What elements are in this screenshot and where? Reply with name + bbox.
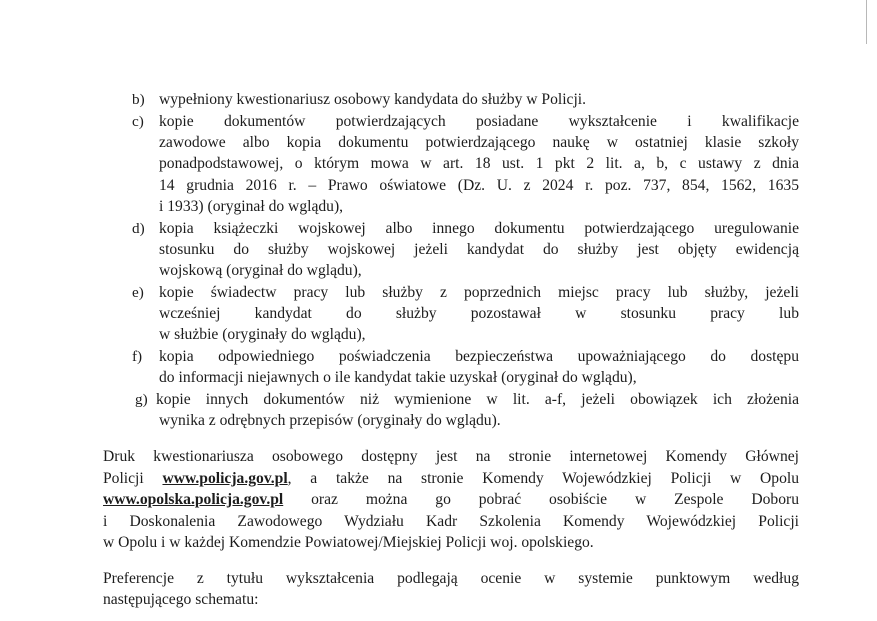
paragraph-1-text-komenda: , a także na stronie Komendy Wojewódzkiej Policji w Opolu bbox=[287, 470, 800, 487]
item-c-line-5: i 1933) (oryginał do wglądu), bbox=[159, 198, 344, 215]
paragraph-1-line-4: i Doskonalenia Zawodowego Wydziału Kadr Szkolenia Komendy Wojewódzkiej Policji bbox=[103, 513, 799, 530]
item-e-line-2: wcześniej kandydat do służby pozostawał w stosunku pracy lub bbox=[159, 305, 799, 322]
paragraph-1-line-3 bbox=[103, 490, 799, 510]
item-f-line-2: do informacji niejawnych o ile kandydat takie uzyskał (oryginał do wglądu), bbox=[159, 369, 637, 386]
item-c-line-4: 14 grudnia 2016 r. – Prawo oświatowe (Dz. U. z 2024 r. poz. 737, 854, 1562, 1635 bbox=[159, 177, 799, 194]
policja-gov-link[interactable]: www.policja.gov.pl bbox=[162, 470, 288, 487]
item-b-line-1: wypełniony kwestionariusz osobowy kandydata do służby w Policji. bbox=[159, 91, 587, 108]
paragraph-1-text-zespol: oraz można go pobrać osobiście w Zespole Doboru bbox=[283, 491, 799, 508]
paragraph-2-line-1: Preferencje z tytułu wykształcenia podlegają ocenie w systemie punktowym według bbox=[103, 570, 799, 587]
item-f-line-1: kopia odpowiedniego poświadczenia bezpieczeństwa upoważniającego do dostępu bbox=[159, 348, 799, 365]
paragraph-1-text-policji: Policji bbox=[103, 470, 163, 487]
item-d-line-1: kopia książeczki wojskowej albo innego dokumentu potwierdzającego uregulowanie bbox=[159, 220, 799, 237]
item-c-line-3: ponadpodstawowej, o którym mowa w art. 18 ust. 1 pkt 2 lit. a, b, c ustawy z dnia bbox=[159, 155, 799, 172]
paragraph-1-line-5: w Opolu i w każdej Komendzie Powiatowej/Miejskiej Policji woj. opolskiego. bbox=[103, 534, 594, 551]
item-c-line-2: zawodowe albo kopia dokumentu potwierdzającego naukę w ostatniej klasie szkoły bbox=[159, 134, 799, 151]
item-e-line-3: w służbie (oryginały do wglądu), bbox=[159, 326, 366, 343]
item-d-line-2: stosunku do służby wojskowej jeżeli kandydat do służby jest objęty ewidencją bbox=[159, 241, 799, 258]
list-marker-d: d) bbox=[132, 220, 145, 237]
item-d-line-3: wojskową (oryginał do wglądu), bbox=[159, 262, 362, 279]
list-marker-e: e) bbox=[132, 284, 144, 301]
opolska-policja-link[interactable]: www.opolska.policja.gov.pl bbox=[103, 491, 284, 508]
paragraph-1-line-1: Druk kwestionariusza osobowego dostępny jest na stronie internetowej Komendy Głównej bbox=[103, 448, 799, 465]
list-marker-f: f) bbox=[132, 348, 143, 365]
item-c-line-1: kopie dokumentów potwierdzających posiadane wykształcenie i kwalifikacje bbox=[159, 113, 799, 130]
list-marker-b: b) bbox=[132, 91, 145, 108]
list-marker-c: c) bbox=[132, 113, 144, 130]
item-e-line-1: kopie świadectw pracy lub służby z poprzednich miejsc pracy lub służby, jeżeli bbox=[159, 284, 799, 301]
list-marker-g: g) bbox=[135, 391, 148, 408]
item-g-line-2: wynika z odrębnych przepisów (oryginały do wglądu). bbox=[159, 412, 501, 429]
paragraph-1-line-2 bbox=[103, 469, 799, 489]
paragraph-2-line-2: następującego schematu: bbox=[103, 591, 259, 608]
item-g-line-1: kopie innych dokumentów niż wymienione w lit. a-f, jeżeli obowiązek ich złożenia bbox=[156, 391, 799, 408]
